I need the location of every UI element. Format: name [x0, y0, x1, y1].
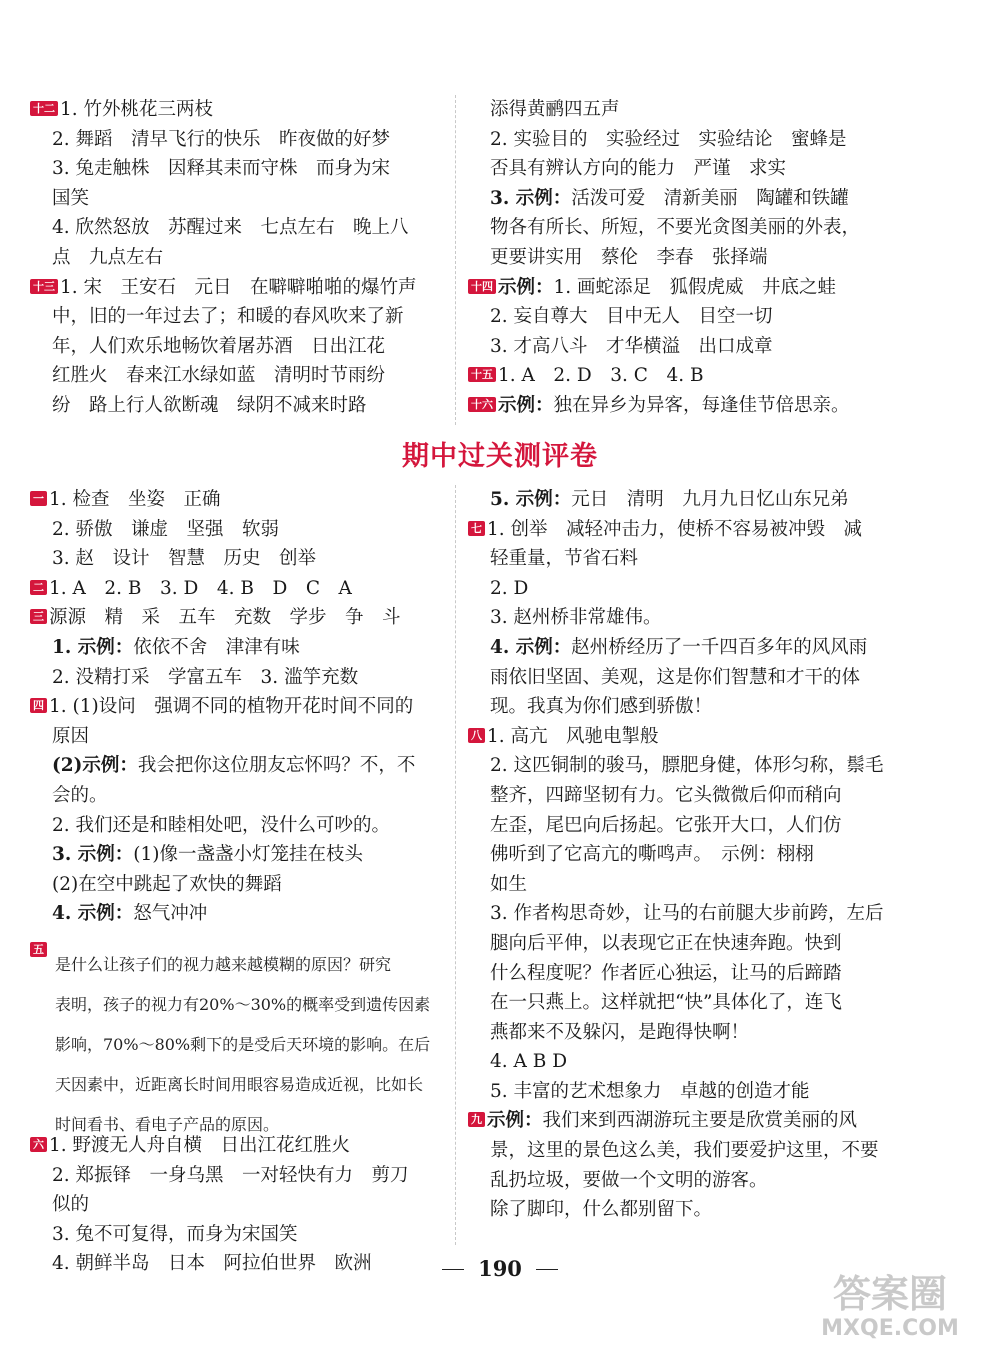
answer-text: 除了脚印，什么都别留下。: [490, 1199, 713, 1221]
answer-line: [30, 332, 450, 362]
answer-line: [30, 899, 450, 929]
answer-line: [468, 663, 973, 693]
answer-text: 1. A 2. B 3. D 4. B D C A: [49, 577, 352, 599]
bottom-right-answers: [468, 485, 973, 1225]
example-marker: (2)示例：: [52, 755, 138, 777]
example-marker: 1. 示例：: [52, 636, 134, 658]
answer-text: 我们来到西湖游玩主要是欣赏美丽的风: [542, 1110, 858, 1132]
top-right-answers: [468, 95, 973, 421]
answer-line: [468, 959, 973, 989]
handwriting-line: 是什么让孩子们的视力越来越模糊的原因？研究: [55, 955, 392, 974]
bottom-left-answers: [30, 485, 450, 929]
exam-title: 期中过关测评卷: [402, 441, 598, 472]
answer-line: [468, 781, 973, 811]
answer-line: [468, 361, 973, 391]
column-divider-top: [455, 95, 456, 425]
answer-line: [30, 1131, 450, 1161]
answer-text: 会的。: [52, 784, 108, 806]
answer-line: [30, 184, 450, 214]
answer-line: [30, 243, 450, 273]
answer-line: [30, 302, 450, 332]
answer-line: [468, 929, 973, 959]
answer-line: [30, 574, 450, 604]
section-label-5: 五: [30, 942, 47, 957]
example-marker: 示例：: [487, 1110, 543, 1132]
answer-text: 2. 没精打采 学富五车 3. 滥竽充数: [52, 666, 359, 688]
answer-text: 4. 朝鲜半岛 日本 阿拉伯世界 欧洲: [52, 1253, 372, 1275]
answer-line: [30, 1161, 450, 1191]
answer-line: [30, 603, 450, 633]
answer-text: 轻重量，节省石料: [490, 548, 639, 570]
answer-line: [30, 515, 450, 545]
answer-text: 整齐，四蹄坚韧有力。它头微微后仰而稍向: [490, 784, 842, 806]
answer-text: 否具有辨认方向的能力 严谨 求实: [490, 158, 787, 180]
answer-text: 2. D: [490, 577, 529, 599]
section-label: 八: [468, 728, 485, 743]
example-marker: 3. 示例：: [490, 187, 572, 209]
answer-line: [468, 1195, 973, 1225]
section-label: 一: [30, 491, 47, 506]
answer-text: 现。我真为你们感到骄傲！: [490, 696, 713, 718]
answer-text: 源源 精 采 五车 充数 学步 争 斗: [49, 607, 401, 629]
section-label: 七: [468, 521, 485, 536]
page-number-value: 190: [478, 1256, 522, 1281]
answer-line: [468, 332, 973, 362]
answer-text: 更要讲实用 蔡伦 李春 张择端: [490, 246, 768, 268]
answer-text: 什么程度呢？作者匠心独运，让马的后蹄踏: [490, 962, 842, 984]
answer-text: 2. 骄傲 谦虚 坚强 软弱: [52, 518, 280, 540]
example-marker: 示例：: [498, 276, 554, 298]
answer-text: 原因: [52, 725, 90, 747]
answer-line: [30, 722, 450, 752]
answer-line: [30, 870, 450, 900]
answer-line: [468, 692, 973, 722]
answer-text: 佛听到了它高亢的嘶鸣声。 示例：栩栩: [490, 844, 814, 866]
answer-line: [468, 722, 973, 752]
answer-text: 我会把你这位朋友忘怀吗？不，不: [137, 755, 416, 777]
answer-line: [30, 95, 450, 125]
answer-line: [468, 840, 973, 870]
answer-text: 在一只燕上。这样就把“快”具体化了，连飞: [490, 992, 842, 1014]
answer-text: 如生: [490, 873, 528, 895]
answer-line: [30, 663, 450, 693]
answer-text: 1. A 2. D 3. C 4. B: [498, 365, 704, 387]
column-divider-bottom: [455, 485, 456, 1245]
answer-text: 国笑: [52, 187, 90, 209]
answer-text: 赵州桥经历了一千四百多年的风风雨: [571, 636, 868, 658]
answer-text: 似的: [52, 1194, 90, 1216]
example-marker: 3. 示例：: [52, 844, 134, 866]
answer-text: 2. 舞蹈 清早飞行的快乐 昨夜做的好梦: [52, 128, 391, 150]
answer-text: 雨依旧坚固、美观，这是你们智慧和才干的体: [490, 666, 861, 688]
answer-line: [468, 751, 973, 781]
answer-line: [30, 781, 450, 811]
answer-line: [468, 899, 973, 929]
answer-text: 中，旧的一年过去了；和暖的春风吹来了新: [52, 306, 404, 328]
answer-line: [468, 1077, 973, 1107]
answer-text: 独在异乡为异客，每逢佳节倍思亲。: [553, 394, 850, 416]
answer-text: 燕都来不及躲闪，是跑得快啊！: [490, 1021, 750, 1043]
answer-text: 3. 兔不可复得，而身为宋国笑: [52, 1223, 298, 1245]
answer-text: 4. A B D: [490, 1051, 568, 1073]
answer-line: [30, 811, 450, 841]
answer-line: [30, 1190, 450, 1220]
answer-text: 3. 赵州桥非常雄伟。: [490, 607, 662, 629]
answer-line: [30, 692, 450, 722]
answer-text: (1)像一盏盏小灯笼挂在枝头: [133, 844, 363, 866]
answer-text: 1. 检查 坐姿 正确: [49, 489, 221, 510]
section-label: 二: [30, 580, 47, 595]
answer-text: 1. 画蛇添足 狐假虎威 井底之蛙: [553, 276, 837, 298]
answer-line: [468, 870, 973, 900]
answer-text: 2. 这匹铜制的骏马，膘肥身健，体形匀称，鬃毛: [490, 755, 884, 777]
handwritten-answer: [55, 945, 435, 1145]
answer-line: [30, 125, 450, 155]
answer-text: 3. 才高八斗 才华横溢 出口成章: [490, 335, 773, 357]
watermark-line2: MXQE.COM: [821, 1316, 959, 1341]
section-label: 十三: [30, 279, 58, 294]
answer-line: [30, 391, 450, 421]
answer-text: 年，人们欢乐地畅饮着屠苏酒 日出江花: [52, 335, 386, 357]
answer-line: [468, 125, 973, 155]
answer-text: 2. 郑振铎 一身乌黑 一对轻快有力 剪刀: [52, 1164, 409, 1186]
answer-line: [30, 361, 450, 391]
answer-line: [468, 184, 973, 214]
answer-line: [468, 1018, 973, 1048]
answer-line: [30, 213, 450, 243]
answer-text: 纷 路上行人欲断魂 绿阴不减来时路: [52, 394, 367, 416]
answer-line: [30, 485, 450, 515]
answer-line: [30, 1220, 450, 1250]
answer-line: [468, 1047, 973, 1077]
answer-text: 腿向后平伸，以表现它正在快速奔跑。快到: [490, 932, 842, 954]
answer-text: 3. 赵 设计 智慧 历史 创举: [52, 548, 317, 570]
answer-text: 左歪，尾巴向后扬起。它张开大口，人们仿: [490, 814, 842, 836]
section-label: 九: [468, 1112, 485, 1127]
answer-text: 5. 丰富的艺术想象力 卓越的创造才能: [490, 1080, 810, 1102]
section-label: 六: [30, 1137, 47, 1152]
answer-line: [468, 811, 973, 841]
section-label: 十五: [468, 367, 496, 382]
handwriting-line: 影响，70%～80%剩下的是受后天环境的影响。在后: [55, 1035, 431, 1054]
answer-line: [468, 1166, 973, 1196]
answer-text: 4. 欣然怒放 苏醒过来 七点左右 晚上八: [52, 217, 409, 239]
answer-line: [468, 1136, 973, 1166]
answer-line: [468, 515, 973, 545]
answer-text: 红胜火 春来江水绿如蓝 清明时节雨纷: [52, 365, 386, 387]
handwriting-line: 表明，孩子的视力有20%～30%的概率受到遗传因素: [55, 995, 431, 1014]
answer-line: [468, 603, 973, 633]
answer-text: 1. 竹外桃花三两枝: [60, 99, 214, 120]
answer-text: 怒气冲冲: [133, 903, 208, 925]
watermark: [800, 1272, 980, 1342]
answer-line: [468, 633, 973, 663]
answer-text: 1. 创举 减轻冲击力，使桥不容易被冲毁 减: [487, 518, 863, 540]
answer-line: [468, 302, 973, 332]
answer-line: [468, 391, 973, 421]
answer-text: 景，这里的景色这么美，我们要爱护这里，不要: [490, 1140, 879, 1162]
answer-line: [468, 95, 973, 125]
answer-line: [30, 544, 450, 574]
answer-text: 物各有所长、所短，不要光贪图美丽的外表，: [490, 217, 861, 239]
answer-line: [30, 751, 450, 781]
answer-text: 2. 实验目的 实验经过 实验结论 蜜蜂是: [490, 128, 847, 150]
answer-text: 1. 宋 王安石 元日 在噼噼啪啪的爆竹声: [60, 276, 417, 298]
example-marker: 4. 示例：: [52, 903, 134, 925]
answer-text: 元日 清明 九月九日忆山东兄弟: [571, 489, 849, 510]
watermark-line1: 答案圈: [832, 1272, 947, 1316]
answer-text: 依依不舍 津津有味: [133, 636, 300, 658]
section-label: 三: [30, 609, 47, 624]
example-marker: 4. 示例：: [490, 636, 572, 658]
example-marker: 示例：: [498, 394, 554, 416]
example-marker: 5. 示例：: [490, 489, 572, 510]
answer-text: (2)在空中跳起了欢快的舞蹈: [52, 873, 282, 895]
answer-text: 乱扔垃圾，要做一个文明的游客。: [490, 1169, 768, 1191]
answer-line: [468, 485, 973, 515]
answer-text: 添得黄鹂四五声: [490, 99, 620, 120]
answer-text: 点 九点左右: [52, 246, 164, 268]
section-label: 十六: [468, 397, 496, 412]
section-label: 十四: [468, 279, 496, 294]
section-label: 四: [30, 698, 47, 713]
handwriting-line: 时间看书、看电子产品的原因。: [55, 1115, 280, 1134]
answer-text: 1. 野渡无人舟自横 日出江花红胜火: [49, 1135, 351, 1156]
answer-text: 2. 妄自尊大 目中无人 目空一切: [490, 306, 773, 328]
top-left-answers: [30, 95, 450, 421]
answer-line: [30, 154, 450, 184]
answer-line: [468, 988, 973, 1018]
answer-line: [468, 243, 973, 273]
answer-line: [468, 574, 973, 604]
handwriting-line: 天因素中，近距离长时间用眼容易造成近视，比如长: [55, 1075, 424, 1094]
answer-text: 1. (1)设问 强调不同的植物开花时间不同的: [49, 696, 414, 718]
answer-text: 1. 高亢 风驰电掣般: [487, 725, 659, 747]
answer-text: 2. 我们还是和睦相处吧，没什么可吵的。: [52, 814, 391, 836]
answer-line: [468, 1106, 973, 1136]
answer-line: [468, 213, 973, 243]
section-label: 十二: [30, 101, 58, 116]
answer-text: 活泼可爱 清新美丽 陶罐和铁罐: [571, 187, 849, 209]
answer-line: [30, 633, 450, 663]
answer-line: [468, 273, 973, 303]
answer-text: 3. 兔走触株 因释其耒而守株 而身为宋: [52, 158, 391, 180]
answer-line: [468, 544, 973, 574]
answer-line: [30, 273, 450, 303]
answer-text: 3. 作者构思奇妙，让马的右前腿大步前跨，左后: [490, 903, 884, 925]
answer-line: [30, 840, 450, 870]
answer-line: [468, 154, 973, 184]
